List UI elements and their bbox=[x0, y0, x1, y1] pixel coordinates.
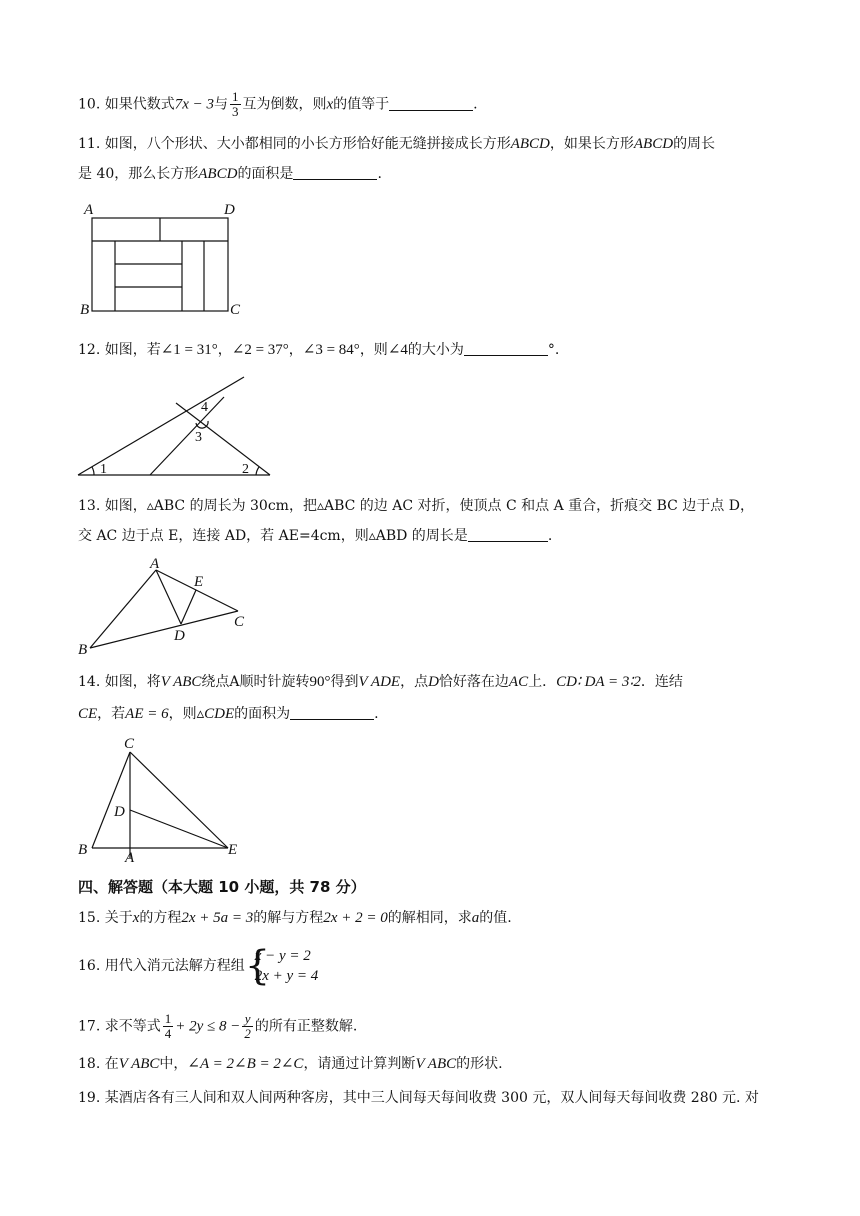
figure-q13-triangle bbox=[78, 556, 258, 656]
answer-blank[interactable] bbox=[389, 96, 473, 111]
label-b: B bbox=[78, 842, 88, 858]
question-number: 12. bbox=[78, 342, 101, 358]
label-e: E bbox=[228, 842, 238, 858]
question-13-line2: 交 AC 边于点 E，连接 AD，若 AE=4cm，则▵ABD 的周长是 . bbox=[78, 528, 553, 544]
question-14-line2: CE，若AE = 6，则▵CDE的面积为 . bbox=[78, 706, 379, 722]
answer-blank[interactable] bbox=[290, 705, 374, 720]
fraction-one-third: $\frac{1}{3}$ bbox=[232, 89, 239, 119]
question-13: 13. 如图，▵ABC 的周长为 30cm，把▵ABC 的边 AC 对折，使顶点 C 和点 A 重合，折痕交 BC 边于点 D， bbox=[78, 498, 754, 514]
label-angle-4: 4 bbox=[201, 400, 208, 415]
label-angle-1: 1 bbox=[100, 462, 107, 477]
section-heading: 四、解答题（本大题 10 小题，共 78 分） bbox=[78, 878, 366, 896]
question-number: 13. bbox=[78, 498, 101, 514]
question-number: 19. bbox=[78, 1090, 101, 1106]
question-17: 17. 求不等式 $\frac{1}{4}$ + 2y ≤ 8 − $\frac{y}{2}$ 的所有正整数解. bbox=[78, 1011, 358, 1041]
label-d: D bbox=[224, 202, 235, 218]
question-10: 10. 如果代数式7x − 3与 $\frac{1}{3}$ 互为倒数，则x的值等于 . bbox=[78, 89, 478, 119]
figure-q14-rotation bbox=[78, 732, 258, 866]
figure-q12-angles bbox=[78, 375, 278, 480]
question-18: 18. 在V ABC中，∠A = 2∠B = 2∠C，请通过计算判断V ABC的形状. bbox=[78, 1056, 503, 1072]
question-number: 15. bbox=[78, 910, 101, 926]
fraction-y-half: $\frac{y}{2}$ bbox=[244, 1011, 251, 1041]
fraction-one-quarter: $\frac{1}{4}$ bbox=[164, 1011, 172, 1041]
label-c: C bbox=[124, 736, 135, 752]
question-number: 14. bbox=[78, 674, 101, 690]
equation-system: { x − y = 2 2x + y = 4 bbox=[244, 943, 319, 989]
figure-q11-rectangle bbox=[78, 200, 258, 320]
question-number: 18. bbox=[78, 1056, 101, 1072]
label-angle-2: 2 bbox=[242, 462, 249, 477]
label-angle-3: 3 bbox=[195, 430, 202, 445]
answer-blank[interactable] bbox=[464, 341, 548, 356]
question-11-line2: 是 40，那么长方形ABCD的面积是 . bbox=[78, 166, 382, 182]
label-b: B bbox=[80, 302, 90, 318]
label-b: B bbox=[78, 642, 88, 658]
label-e: E bbox=[194, 574, 204, 590]
question-16: 16. 用代入消元法解方程组 { x − y = 2 2x + y = 4 bbox=[78, 943, 319, 989]
question-12: 12. 如图，若∠1 = 31°，∠2 = 37°，∠3 = 84°，则∠4的大小为 °. bbox=[78, 342, 560, 358]
question-14: 14. 如图，将V ABC绕点A顺时针旋转90°得到V ADE，点D恰好落在边AC上．CD∶ DA = 3∶2．连结 bbox=[78, 674, 683, 690]
answer-blank[interactable] bbox=[468, 527, 548, 542]
question-number: 17. bbox=[78, 1018, 101, 1035]
label-a: A bbox=[125, 850, 135, 866]
label-d: D bbox=[174, 628, 185, 644]
label-a: A bbox=[84, 202, 94, 218]
label-a: A bbox=[150, 556, 160, 572]
question-15: 15. 关于x的方程2x + 5a = 3的解与方程2x + 2 = 0的解相同，求a的值. bbox=[78, 910, 512, 926]
question-19: 19. 某酒店各有三人间和双人间两种客房，其中三人间每天每间收费 300 元，双人间每天每间收费 280 元. 对 bbox=[78, 1090, 759, 1106]
label-c: C bbox=[230, 302, 241, 318]
label-d: D bbox=[114, 804, 125, 820]
question-number: 11. bbox=[78, 136, 101, 152]
answer-blank[interactable] bbox=[293, 165, 377, 180]
question-number: 10. bbox=[78, 96, 101, 113]
question-11: 11. 如图，八个形状、大小都相同的小长方形恰好能无缝拼接成长方形ABCD，如果长方形ABCD的周长 bbox=[78, 136, 716, 152]
question-number: 16. bbox=[78, 958, 101, 974]
label-c: C bbox=[234, 614, 245, 630]
